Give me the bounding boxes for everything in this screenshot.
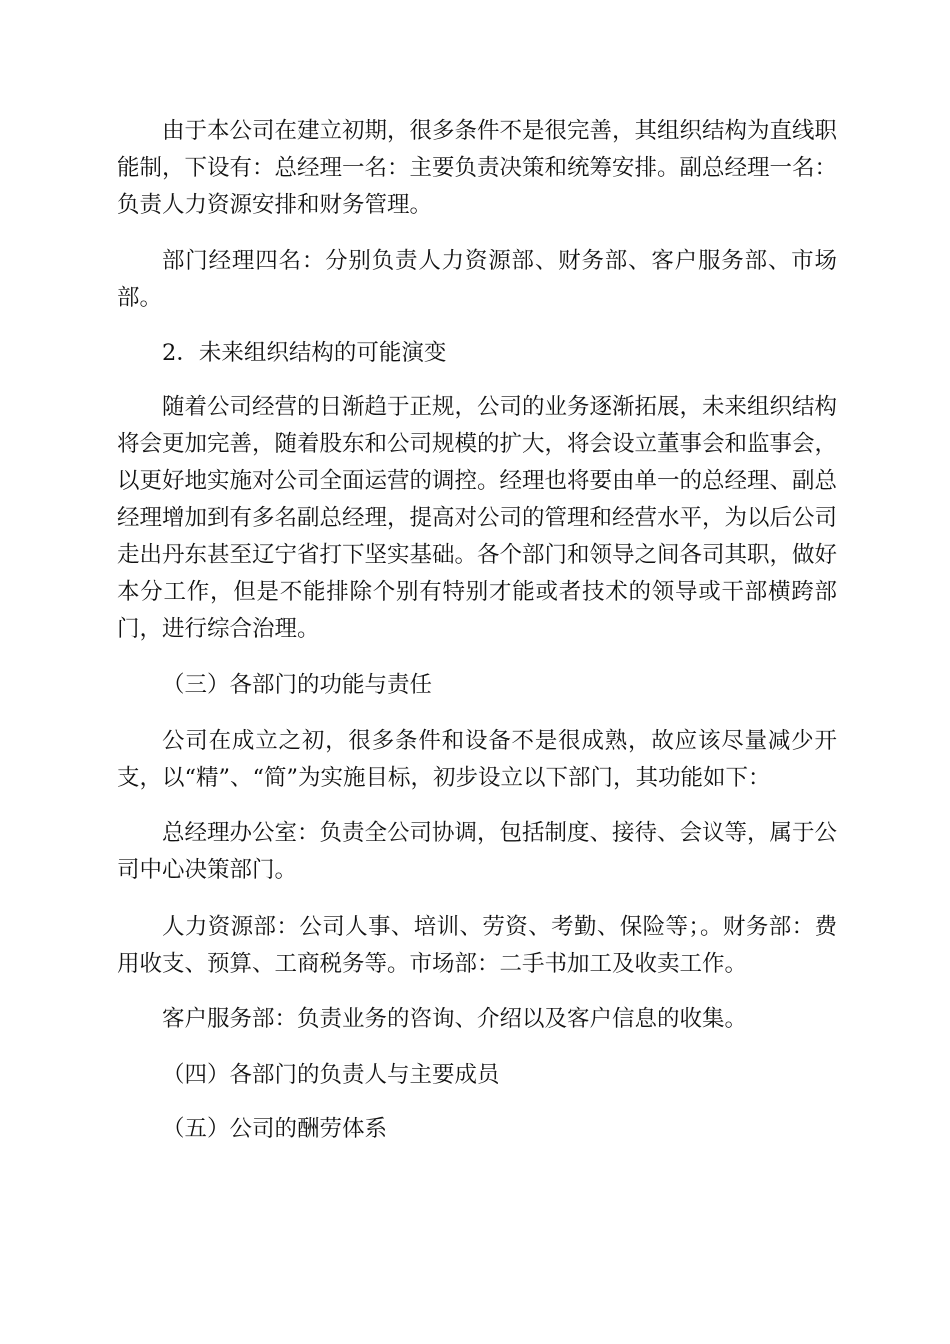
paragraph-org-structure: 由于本公司在建立初期，很多条件不是很完善，其组织结构为直线职能制，下设有：总经理一名：主要负责决策和统筹安排。副总经理一名：负责人力资源安排和财务管理。 — [117, 118, 838, 218]
heading-compensation-system: （五）公司的酬劳体系 — [162, 1116, 388, 1142]
heading-department-functions: （三）各部门的功能与责任 — [162, 672, 433, 698]
paragraph-general-manager-office: 总经理办公室：负责全公司协调，包括制度、接待、会议等，属于公司中心决策部门。 — [117, 820, 838, 883]
heading-future-structure: 2．未来组织结构的可能演变 — [162, 340, 447, 366]
paragraph-initial-departments: 公司在成立之初，很多条件和设备不是很成熟，故应该尽量减少开支，以“精”、“简”为实施目标，初步设立以下部门，其功能如下： — [117, 728, 837, 791]
heading-department-leaders: （四）各部门的负责人与主要成员 — [162, 1062, 500, 1088]
paragraph-hr-finance-market: 人力资源部：公司人事、培训、劳资、考勤、保险等；。财务部：费用收支、预算、工商税务等。市场部：二手书加工及收卖工作。 — [117, 914, 837, 977]
paragraph-customer-service: 客户服务部：负责业务的咨询、介绍以及客户信息的收集。 — [162, 1006, 748, 1032]
paragraph-department-managers: 部门经理四名：分别负责人力资源部、财务部、客户服务部、市场部。 — [117, 248, 837, 311]
paragraph-future-evolution: 随着公司经营的日渐趋于正规，公司的业务逐渐拓展，未来组织结构将会更加完善，随着股东和公司规模的扩大，将会设立董事会和监事会，以更好地实施对公司全面运营的调控。经理也将要由单一的总经理、副总经理增加到有多名副总经理，提高对公司的管理和经营水平，为以后公司走出丹东甚至辽宁省打下坚实基础。各个部门和领导之间各司其职，做好本分工作，但是不能排除个别有特别才能或者技术的领导或干部横跨部门，进行综合治理。 — [117, 394, 838, 642]
